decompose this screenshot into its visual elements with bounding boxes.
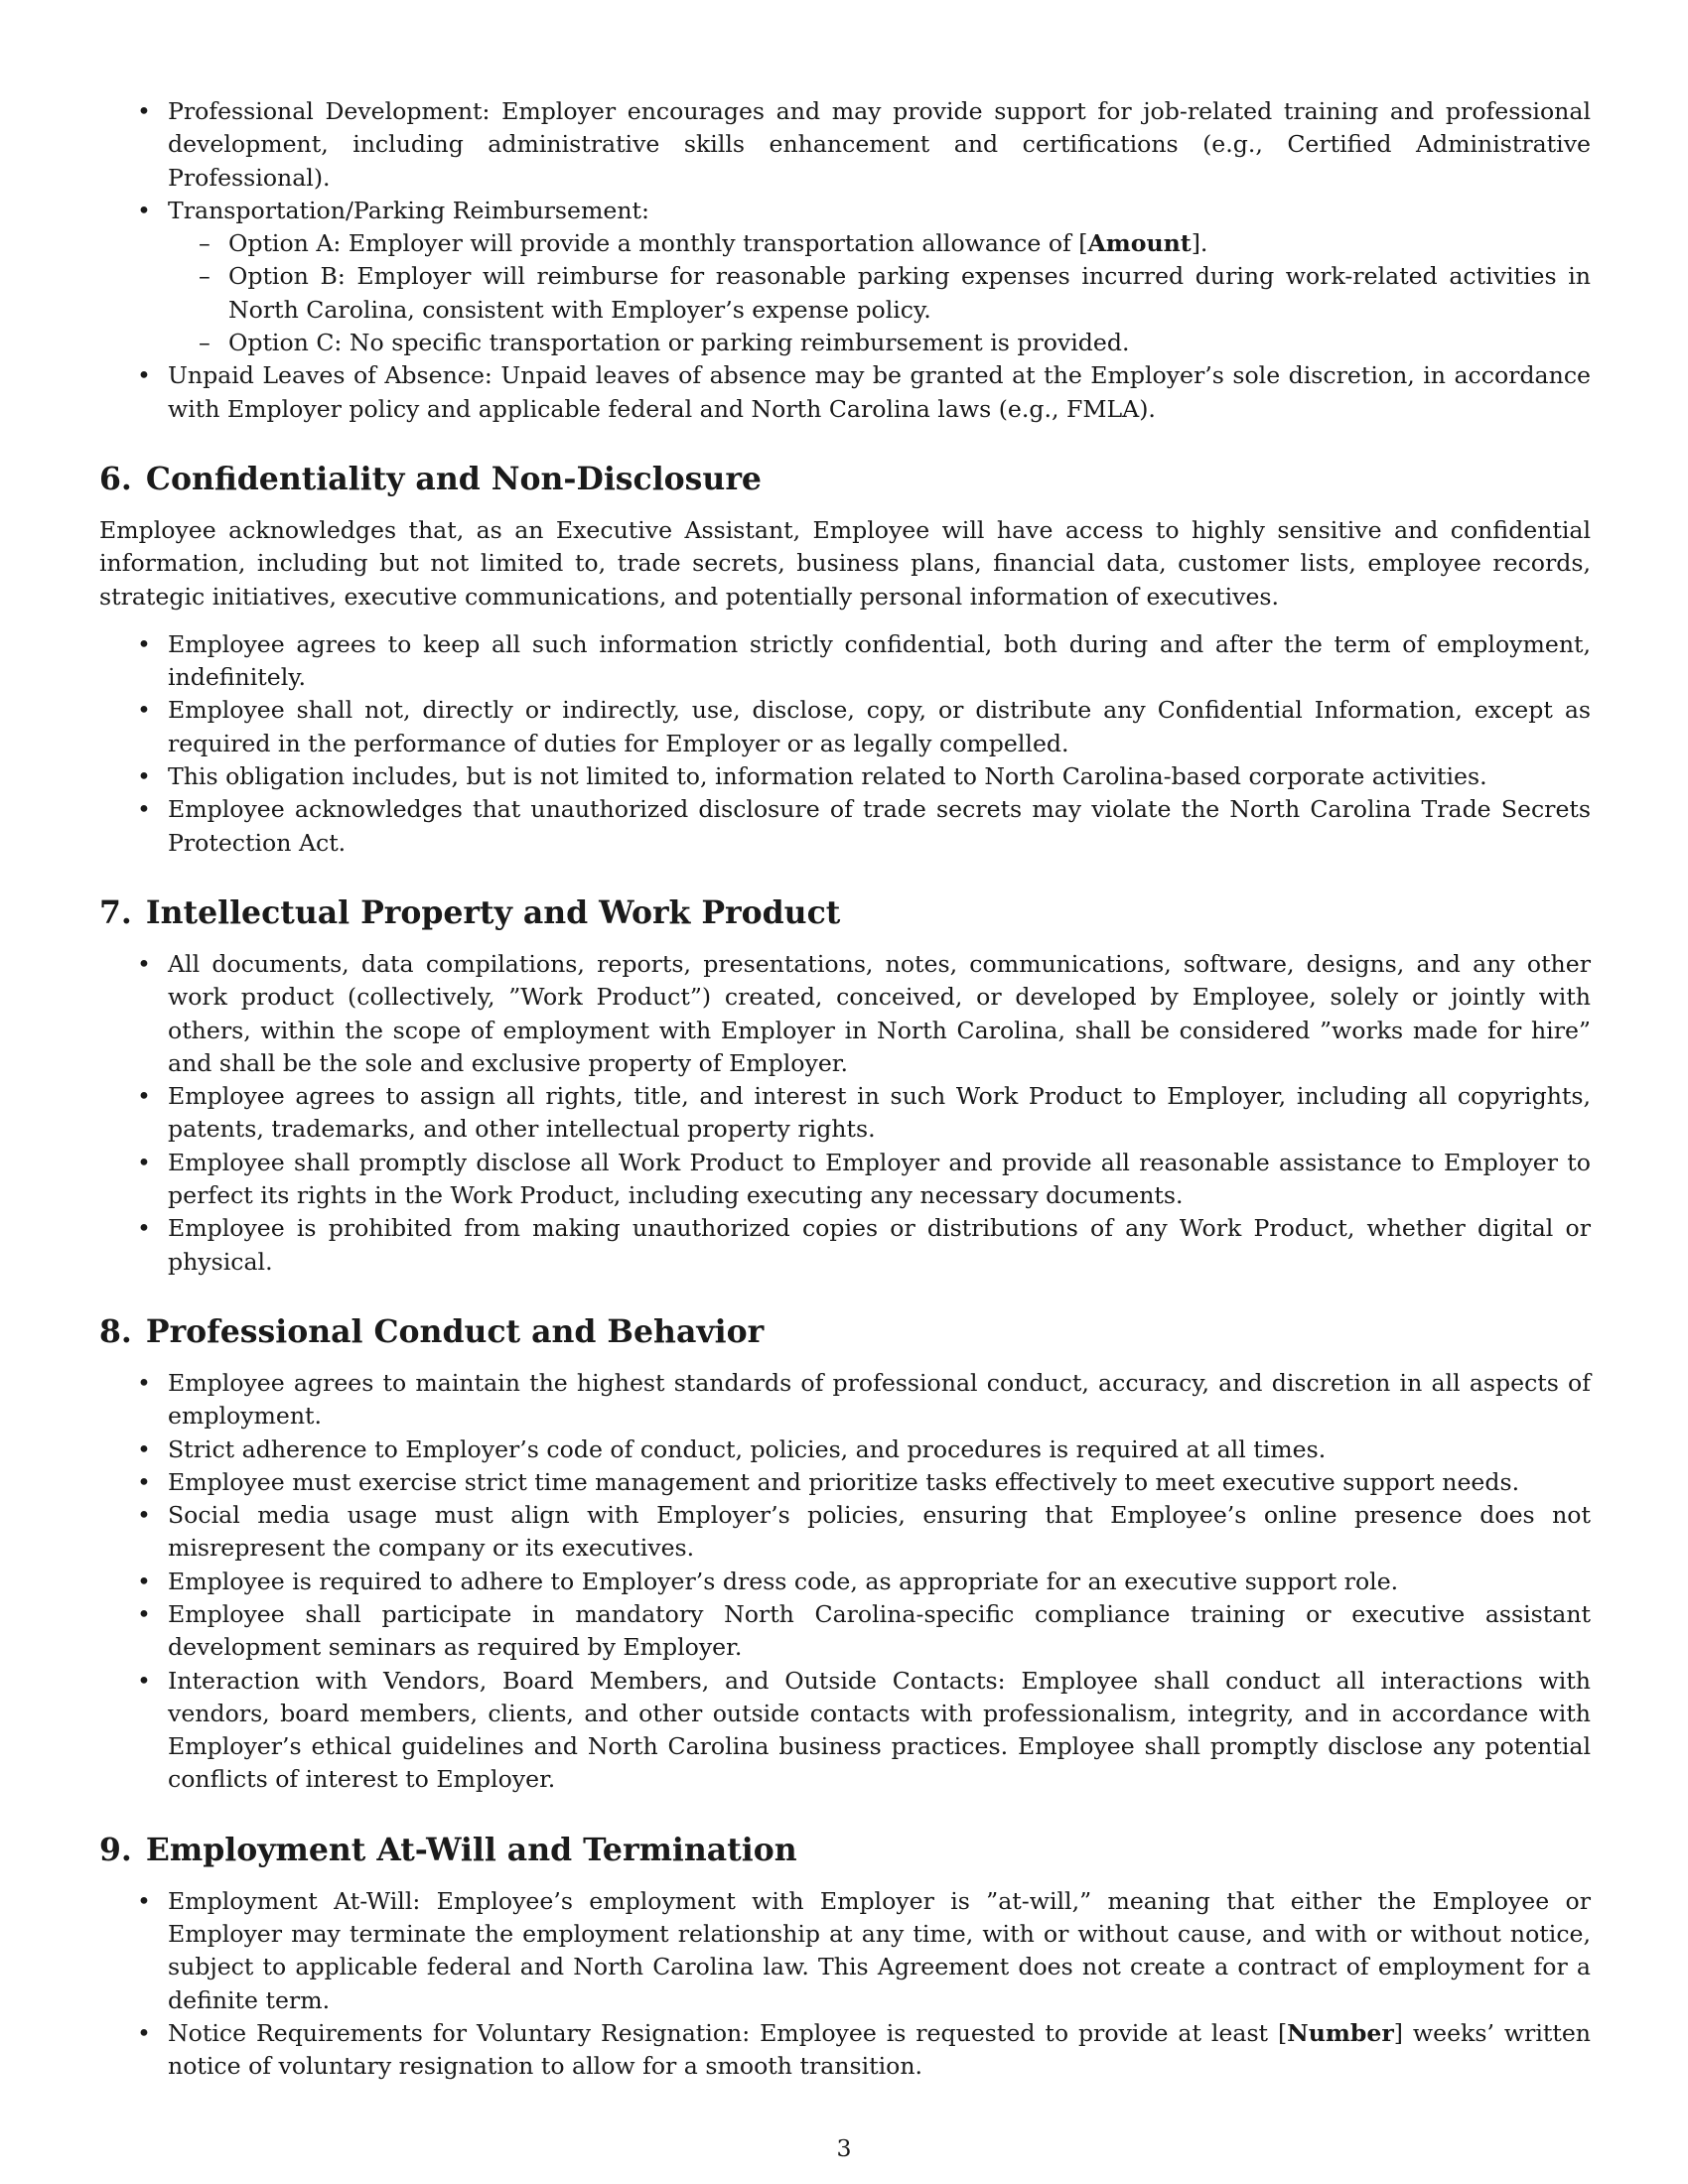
section-7-list [99,948,1591,1279]
list-item-unpaid-leave: • Unpaid Leaves of Absence: Unpaid leaves of absence may be granted at the Employer’s sole discretion, in accordance with Employer policy and applicable federal and North Carolina laws (e.g., FMLA). [99,359,1591,426]
list-item-transportation [99,195,1591,359]
number-placeholder: Number [1287,2018,1394,2047]
list-item: • Social media usage must align with Employer’s policies, ensuring that Employee’s online presence does not misrepresent the company or its executives. [99,1499,1591,1566]
section-8-list [99,1367,1591,1797]
section-number: 9. [99,1831,132,1868]
list-item: • Interaction with Vendors, Board Members, and Outside Contacts: Employee shall conduct all interactions with vendors, board members, clients, and other outside contacts with professionalism, integrity, and in accordance with Employer’s ethical guidelines and North Carolina business practices. Employee shall promptly disclose any potential conflicts of interest to Employer. [99,1665,1591,1797]
section-9-heading [99,1831,1591,1870]
list-item-at-will: • Employment At-Will: Employee’s employment with Employer is ”at-will,” meaning that either the Employee or Employer may terminate the employment relationship at any time, with or without cause, and with or without notice, subject to applicable federal and North Carolina law. This Agreement does not create a contract of employment for a definite term. [99,1885,1591,2017]
list-item: • Employee agrees to assign all rights, title, and interest in such Work Product to Employer, including all copyrights, patents, trademarks, and other intellectual property rights. [99,1080,1591,1147]
list-item: • Employee shall promptly disclose all Work Product to Employer and provide all reasonable assistance to Employer to perfect its rights in the Work Product, including executing any necessary documents. [99,1147,1591,1213]
section-6-heading [99,460,1591,499]
notice-text: Notice Requirements for Voluntary Resignation: Employee is requested to provide at least [ [168,2018,1288,2047]
section-9-list [99,1885,1591,2084]
list-item: • Employee agrees to keep all such information strictly confidential, both during and after the term of employment, indefinitely. [99,628,1591,695]
section-number: 8. [99,1312,132,1350]
section-title: Employment At-Will and Termination [145,1831,797,1868]
list-item: • This obligation includes, but is not limited to, information related to North Carolina-based corporate activities. [99,760,1591,793]
section-title: Confidentiality and Non-Disclosure [145,460,762,497]
section-6-intro: Employee acknowledges that, as an Executive Assistant, Employee will have access to highly sensitive and confidential information, including but not limited to, trade secrets, business plans, financial data, customer lists, employee records, strategic initiatives, executive communications, and potentially personal information of executives. [99,515,1591,611]
list-item: • Strict adherence to Employer’s code of conduct, policies, and procedures is required at all times. [99,1433,1591,1466]
amount-placeholder: Amount [1087,229,1192,258]
notice-suffix: ] weeks’ written notice of voluntary resignation to allow for a smooth transition. [168,2018,1592,2081]
list-item: • All documents, data compilations, reports, presentations, notes, communications, software, designs, and any other work product (collectively, ”Work Product”) created, conceived, or developed by Employee, solely or jointly with others, within the scope of employment with Employer in North Carolina, shall be considered ”works made for hire” and shall be the sole and exclusive property of Employer. [99,948,1591,1080]
benefits-continued-list [99,95,1591,426]
document-page [99,95,1591,2084]
page-number: 3 [836,2134,852,2162]
list-item: • Employee must exercise strict time management and prioritize tasks effectively to meet executive support needs. [99,1466,1591,1499]
section-number: 7. [99,893,132,931]
section-8-heading [99,1312,1591,1352]
list-item: • Employee is required to adhere to Employer’s dress code, as appropriate for an executive support role. [99,1566,1591,1598]
option-a-text: Option A: Employer will provide a monthly transportation allowance of [ [228,229,1088,258]
option-a [168,227,1591,260]
option-a-suffix: ]. [1191,229,1208,258]
section-number: 6. [99,460,132,497]
section-title: Intellectual Property and Work Product [145,893,841,931]
section-title: Professional Conduct and Behavior [145,1312,765,1350]
option-c: – Option C: No specific transportation or parking reimbursement is provided. [168,327,1591,359]
list-item: • Employee shall not, directly or indirectly, use, disclose, copy, or distribute any Confidential Information, except as required in the performance of duties for Employer or as legally compelled. [99,694,1591,760]
list-item: • Employee is prohibited from making unauthorized copies or distributions of any Work Product, whether digital or physical. [99,1212,1591,1279]
list-item-professional-development: • Professional Development: Employer encourages and may provide support for job-related training and professional development, including administrative skills enhancement and certifications (e.g., Certified Administrative Professional). [99,95,1591,195]
section-7-heading [99,893,1591,933]
list-item: • Employee agrees to maintain the highest standards of professional conduct, accuracy, and discretion in all aspects of employment. [99,1367,1591,1433]
option-b: – Option B: Employer will reimburse for reasonable parking expenses incurred during work-related activities in North Carolina, consistent with Employer’s expense policy. [168,260,1591,327]
transportation-options [168,227,1591,359]
transportation-heading: Transportation/Parking Reimbursement: [168,196,649,224]
list-item: • Employee acknowledges that unauthorized disclosure of trade secrets may violate the North Carolina Trade Secrets Protection Act. [99,793,1591,860]
section-6-list [99,628,1591,860]
list-item-notice [99,2017,1591,2084]
list-item: • Employee shall participate in mandatory North Carolina-specific compliance training or executive assistant development seminars as required by Employer. [99,1598,1591,1665]
